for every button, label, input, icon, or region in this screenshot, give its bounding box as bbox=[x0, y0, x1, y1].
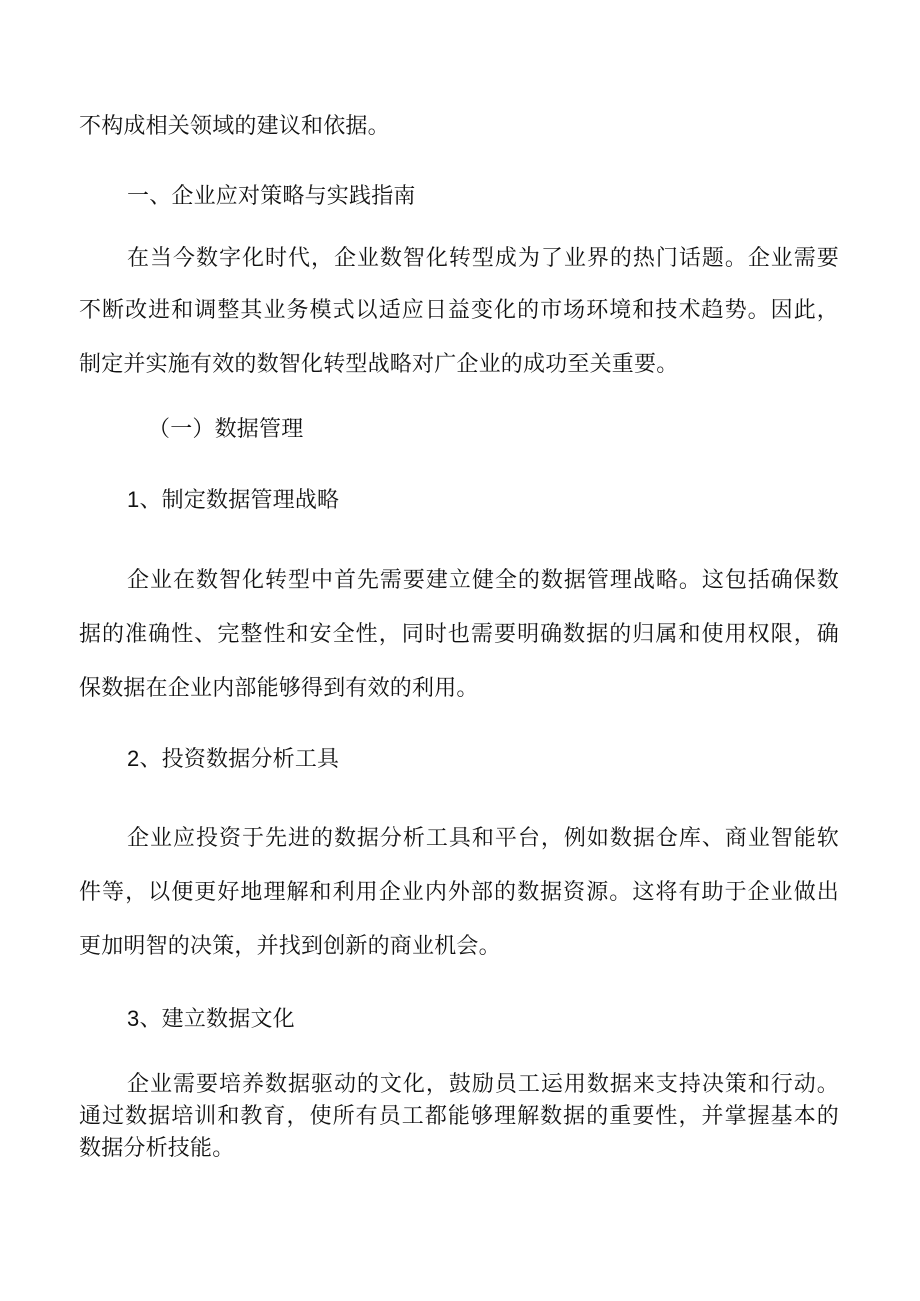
item-3-line-3: 数据分析技能。 bbox=[79, 1136, 235, 1161]
intro-paragraph-line-3: 制定并实施有效的数智化转型战略对广企业的成功至关重要。 bbox=[79, 352, 679, 377]
item-2-line-3: 更加明智的决策，并找到创新的商业机会。 bbox=[79, 934, 501, 959]
item-number: 1 bbox=[127, 487, 140, 512]
item-heading-2 bbox=[127, 744, 839, 775]
intro-paragraph-line-1: 在当今数字化时代，企业数智化转型成为了业界的热门话题。企业需要 bbox=[127, 246, 839, 271]
item-1-line-2: 据的准确性、完整性和安全性，同时也需要明确数据的归属和使用权限，确 bbox=[79, 622, 839, 647]
item-3-line-1: 企业需要培养数据驱动的文化，鼓励员工运用数据来支持决策和行动。 bbox=[127, 1072, 839, 1097]
item-title: 、制定数据管理战略 bbox=[139, 488, 340, 513]
subsection-heading: （一）数据管理 bbox=[148, 417, 304, 442]
item-2-line-2: 件等，以便更好地理解和利用企业内外部的数据资源。这将有助于企业做出 bbox=[79, 880, 839, 905]
item-1-line-1: 企业在数智化转型中首先需要建立健全的数据管理战略。这包括确保数 bbox=[127, 568, 839, 593]
item-title: 、投资数据分析工具 bbox=[139, 747, 340, 772]
item-number: 3 bbox=[127, 1006, 140, 1031]
item-1-line-3: 保数据在企业内部能够得到有效的利用。 bbox=[79, 676, 479, 701]
item-3-line-2: 通过数据培训和教育，使所有员工都能够理解数据的重要性，并掌握基本的 bbox=[79, 1104, 839, 1129]
item-title: 、建立数据文化 bbox=[139, 1007, 295, 1032]
item-number: 2 bbox=[127, 746, 140, 771]
item-heading-1 bbox=[127, 485, 839, 516]
intro-paragraph-line-2: 不断改进和调整其业务模式以适应日益变化的市场环境和技术趋势。因此， bbox=[79, 298, 839, 323]
continuation-text: 不构成相关领域的建议和依据。 bbox=[79, 114, 390, 139]
item-2-line-1: 企业应投资于先进的数据分析工具和平台，例如数据仓库、商业智能软 bbox=[127, 826, 839, 851]
section-heading: 一、企业应对策略与实践指南 bbox=[127, 184, 416, 209]
item-heading-3 bbox=[127, 1004, 839, 1035]
